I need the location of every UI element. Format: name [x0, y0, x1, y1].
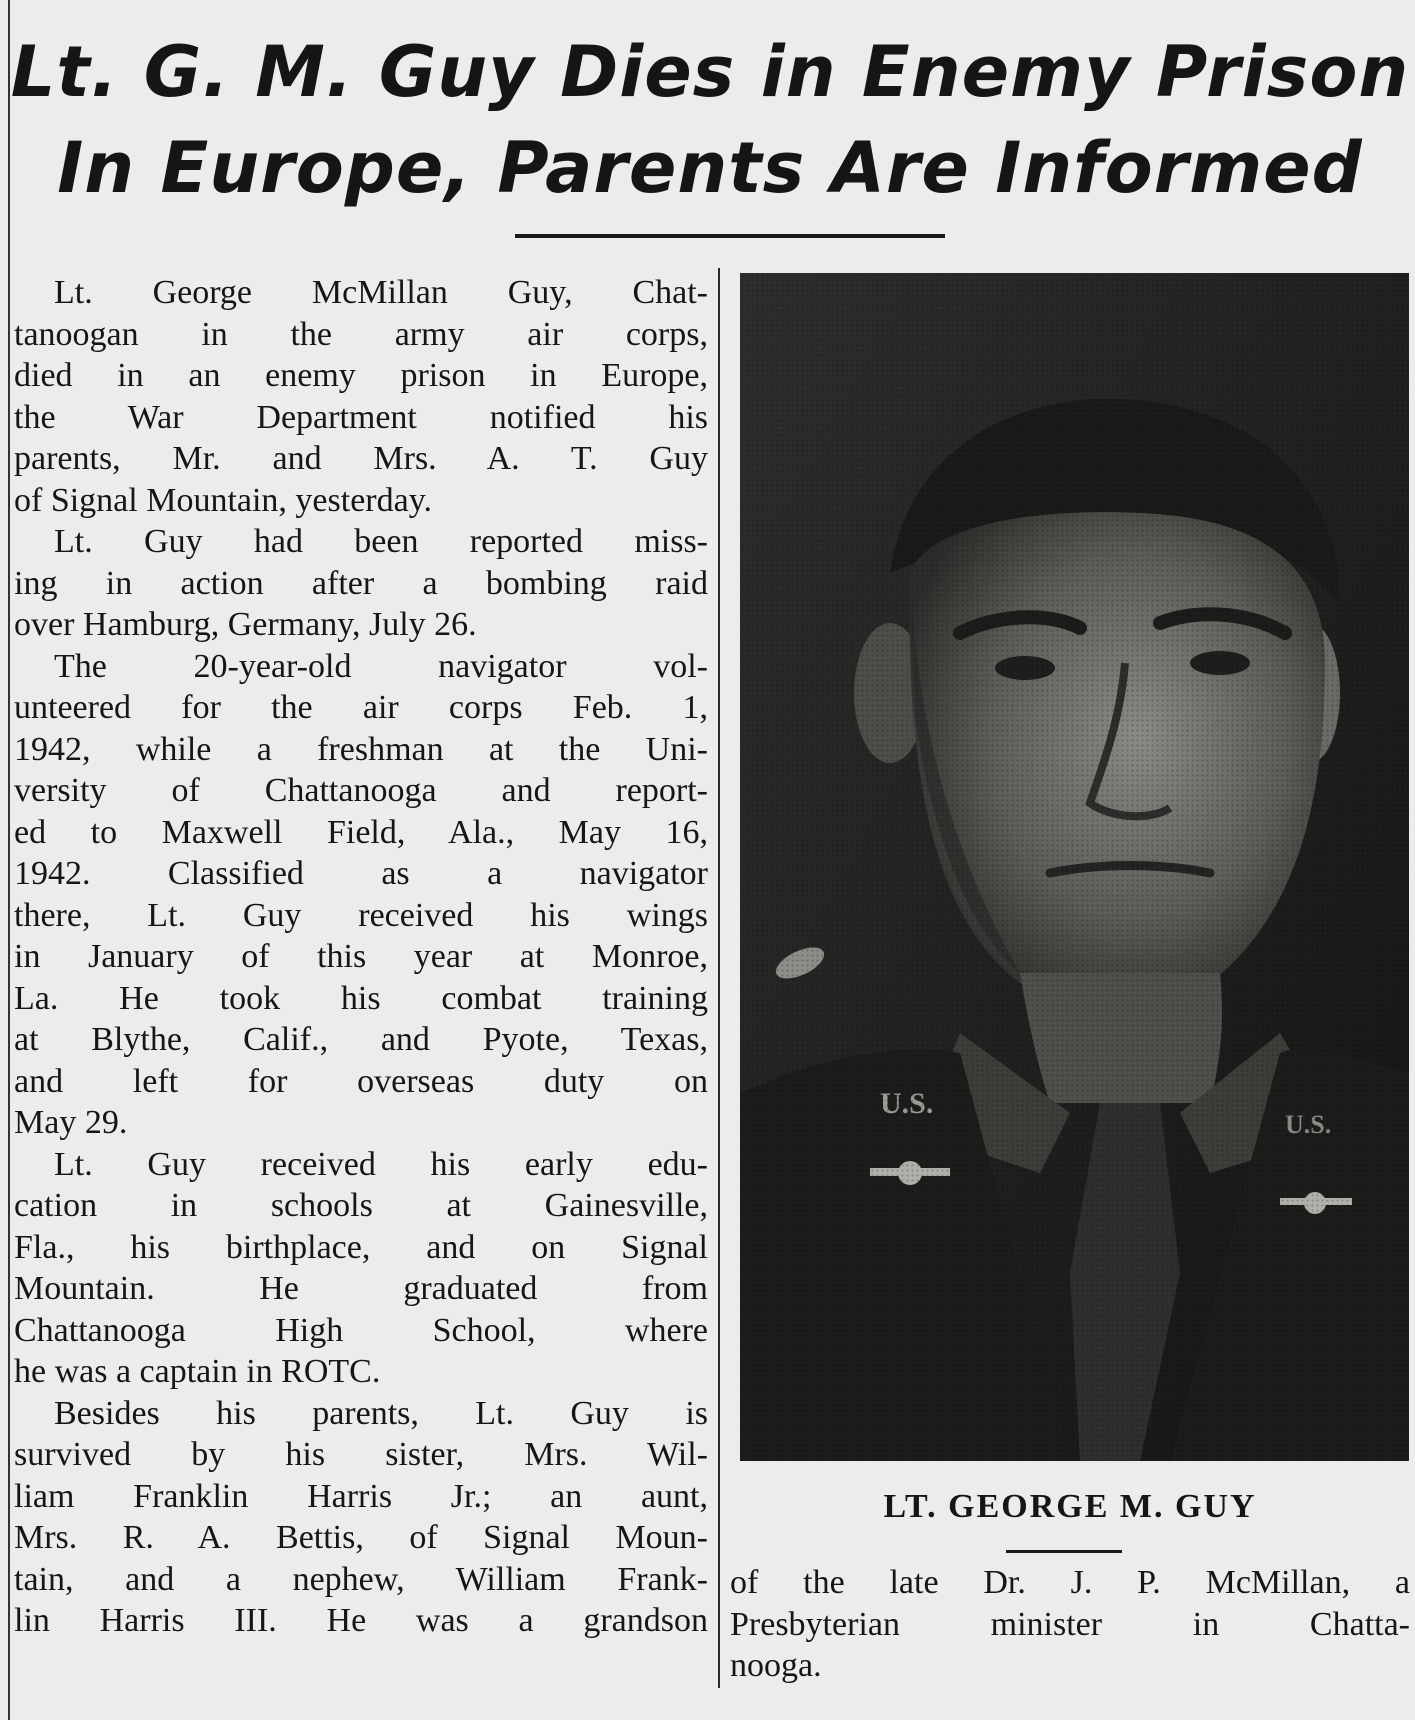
column-rule — [718, 268, 720, 1688]
body-line: La. He took his combat training — [14, 979, 708, 1017]
body-line: in January of this year at Monroe, — [14, 938, 708, 975]
body-line: died in an enemy prison in Europe, — [14, 357, 708, 394]
body-line: and left for overseas duty on — [14, 1062, 708, 1100]
body-line: Lt. Guy received his early edu- — [54, 1145, 708, 1183]
body-line: parents, Mr. and Mrs. A. T. Guy — [14, 440, 708, 477]
body-line: lin Harris III. He was a grandson — [14, 1602, 708, 1639]
body-line: Fla., his birthplace, and on Signal — [14, 1228, 708, 1266]
body-line: cation in schools at Gainesville, — [14, 1187, 708, 1224]
body-line: The 20-year-old navigator vol- — [54, 647, 708, 685]
body-line: Mrs. R. A. Bettis, of Signal Moun- — [14, 1519, 708, 1556]
body-line: of Signal Mountain, yesterday. — [14, 481, 432, 519]
body-line: Lt. George McMillan Guy, Chat- — [54, 274, 708, 311]
continuation-line: of the late Dr. J. P. McMillan, a — [730, 1564, 1410, 1601]
body-line: versity of Chattanooga and report- — [14, 772, 708, 809]
body-line: Besides his parents, Lt. Guy is — [54, 1394, 708, 1432]
portrait-image — [740, 273, 1409, 1461]
body-line: Chattanooga High School, where — [14, 1311, 708, 1349]
continuation-line: Presbyterian minister in Chatta- — [730, 1605, 1410, 1643]
body-line: there, Lt. Guy received his wings — [14, 896, 708, 934]
article-body — [14, 272, 708, 1642]
headline-line-1: Lt. G. M. Guy Dies in Enemy Prison — [10, 31, 1410, 113]
body-line: Lt. Guy had been reported miss- — [54, 523, 708, 560]
body-line: May 29. — [14, 1104, 128, 1141]
body-line: tanoogan in the army air corps, — [14, 315, 708, 353]
body-line: he was a captain in ROTC. — [14, 1353, 381, 1390]
continuation-line: nooga. — [730, 1647, 822, 1684]
body-line: tain, and a nephew, William Frank- — [14, 1560, 708, 1598]
left-column-rule — [8, 0, 10, 1720]
body-line: Mountain. He graduated from — [14, 1270, 708, 1307]
body-line: ed to Maxwell Field, Ala., May 16, — [14, 813, 708, 851]
body-line: at Blythe, Calif., and Pyote, Texas, — [14, 1021, 708, 1058]
caption-rule — [1006, 1550, 1122, 1553]
body-line: 1942, while a freshman at the Uni- — [14, 730, 708, 768]
photo-caption: LT. GEORGE M. GUY — [883, 1488, 1257, 1525]
body-line: ing in action after a bombing raid — [14, 564, 708, 602]
headline-rule — [515, 234, 945, 238]
body-line: unteered for the air corps Feb. 1, — [14, 689, 708, 726]
body-line: over Hamburg, Germany, July 26. — [14, 606, 477, 643]
body-line: 1942. Classified as a navigator — [14, 855, 708, 892]
body-line: survived by his sister, Mrs. Wil- — [14, 1436, 708, 1473]
body-line: liam Franklin Harris Jr.; an aunt, — [14, 1477, 708, 1515]
body-line: the War Department notified his — [14, 398, 708, 436]
article-continuation — [730, 1562, 1410, 1687]
portrait-photo — [740, 273, 1409, 1461]
headline-line-2: In Europe, Parents Are Informed — [57, 127, 1363, 209]
headline — [10, 24, 1410, 216]
